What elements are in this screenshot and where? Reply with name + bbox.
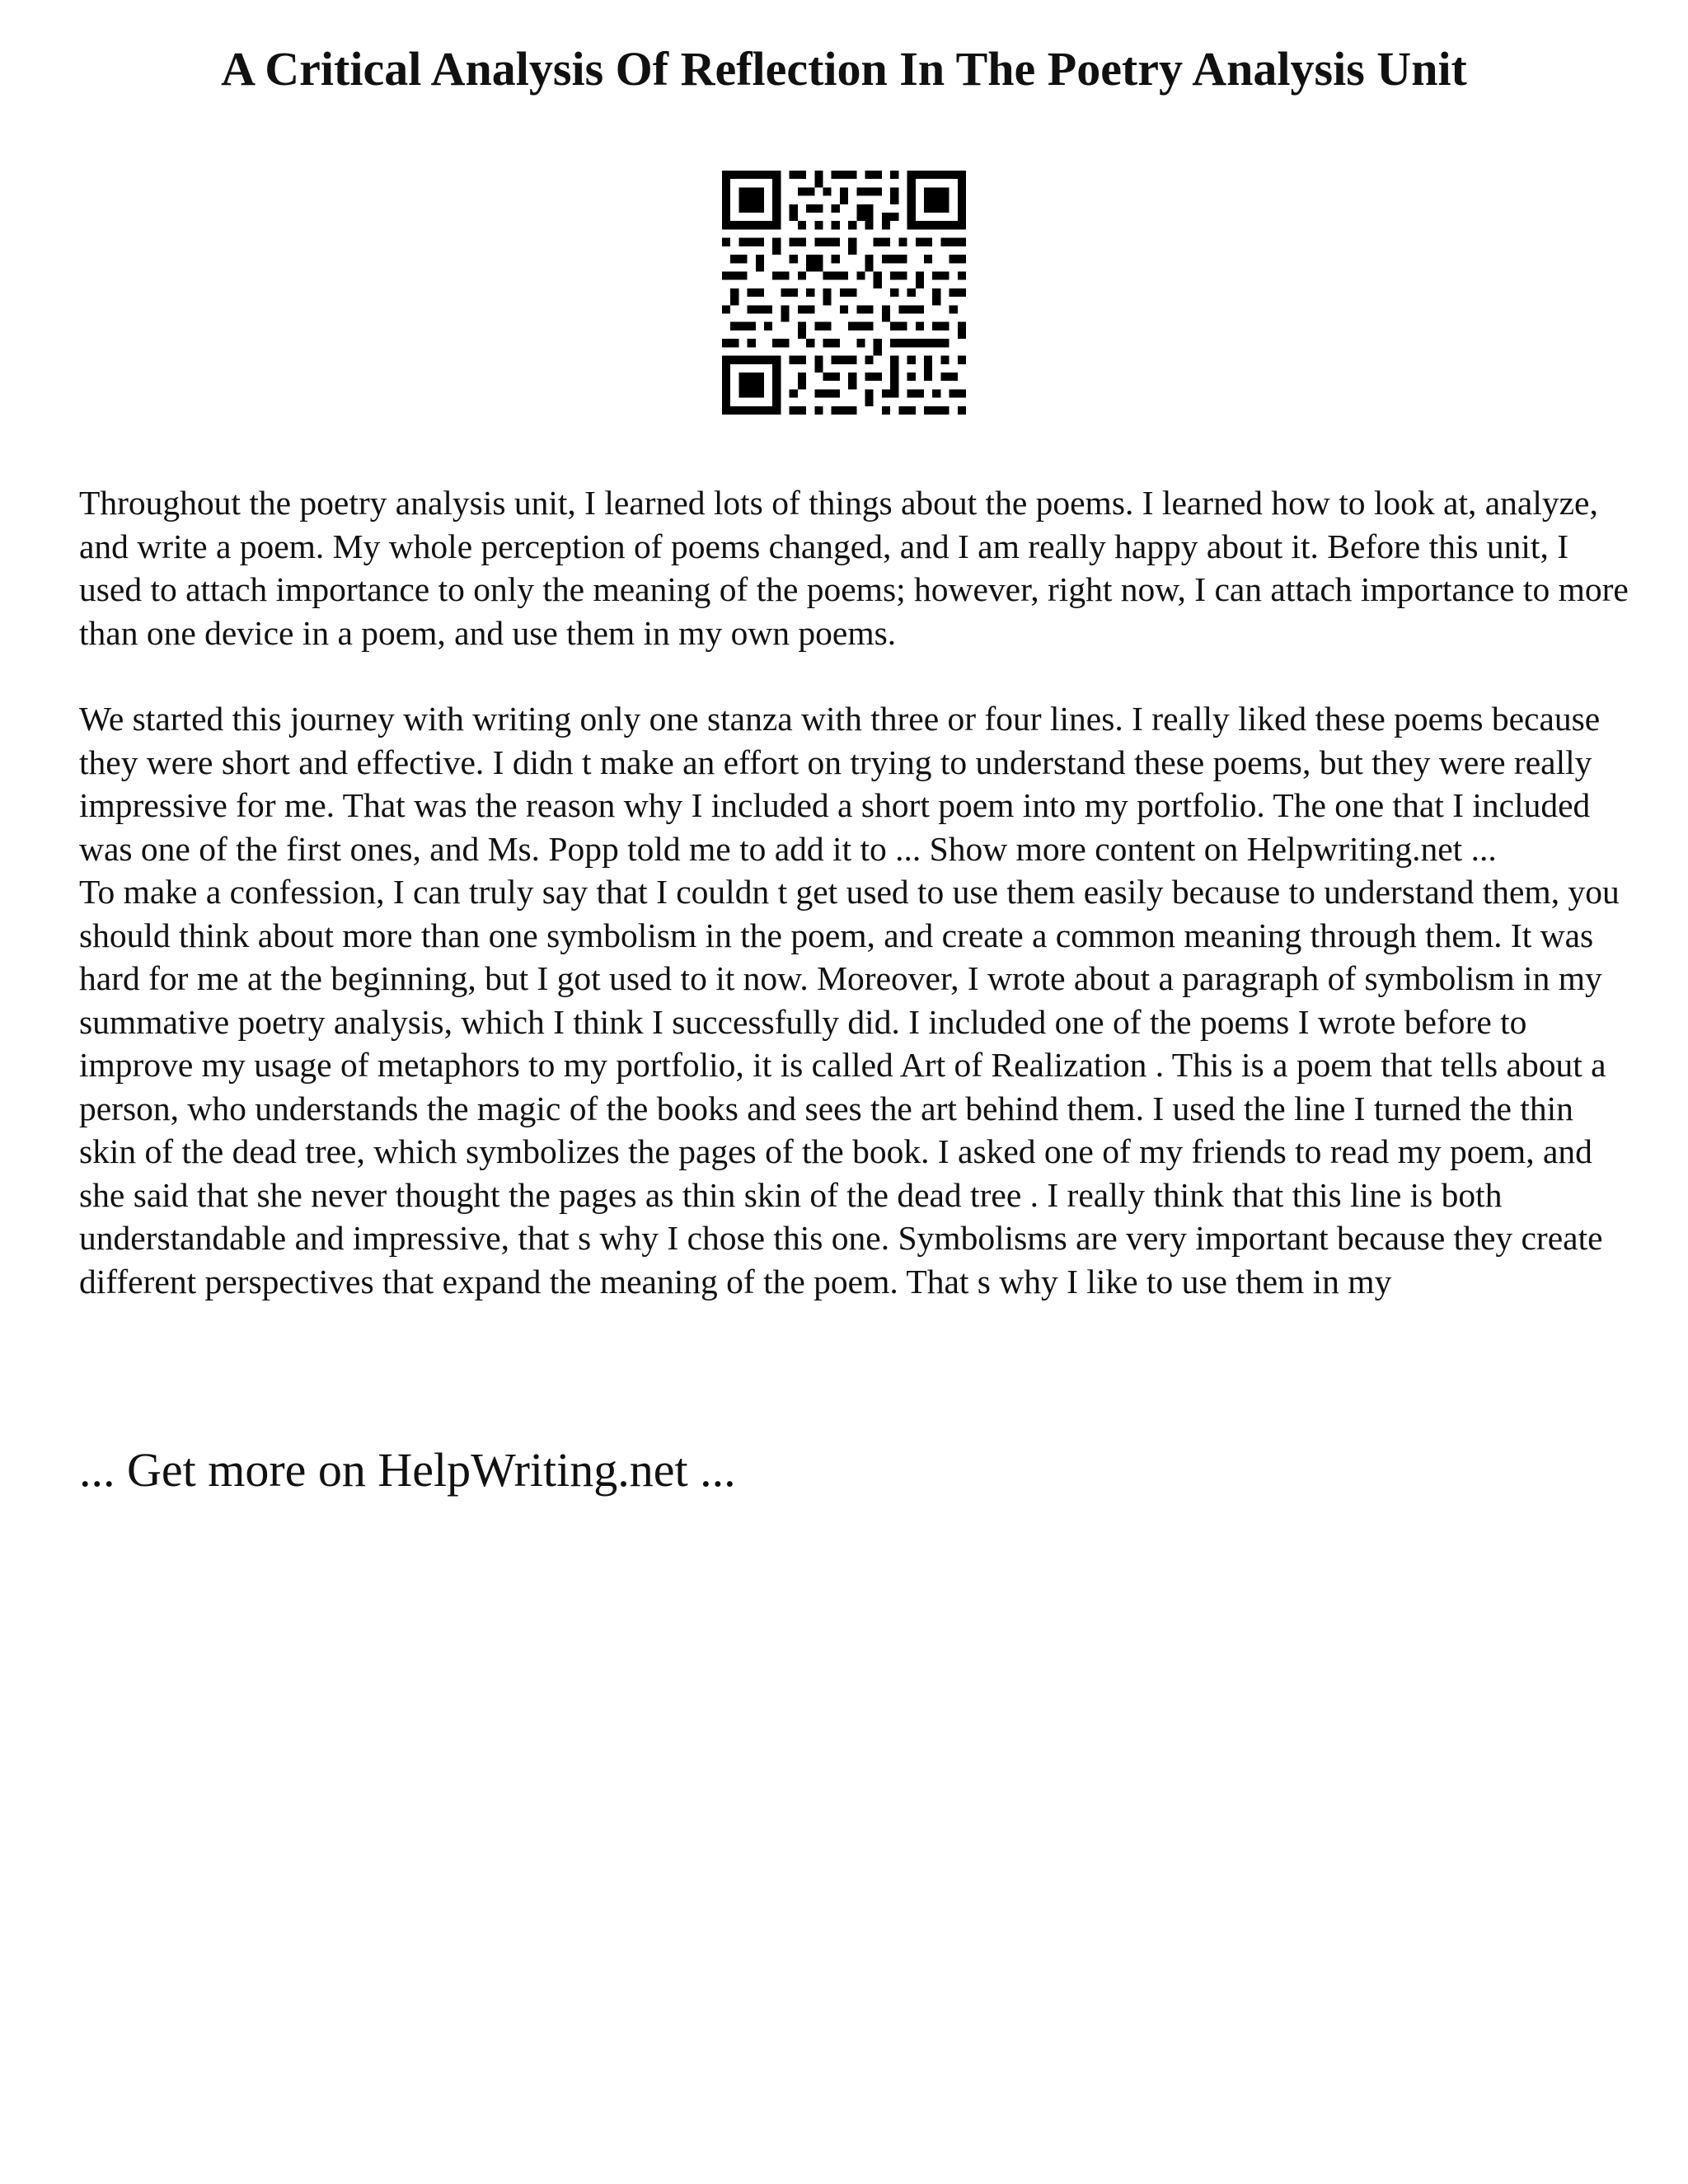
qr-code-icon: [722, 171, 966, 415]
paragraph-spacer: [79, 654, 1629, 697]
article-body: [79, 481, 1629, 1303]
page-title: A Critical Analysis Of Reflection In The Poetry Analysis Unit: [221, 42, 1467, 96]
paragraph-3: To make a confession, I can truly say that I couldn t get used to use them easily because to understand them, you should think about more than one symbolism in the poem, and create a common meaning through them. It was hard for me at the beginning, but I got used to it now. Moreover, I wrote about a paragraph of symbolism in my summative poetry analysis, which I think I successfully did. I included one of the poems I wrote before to improve my usage of metaphors to my portfolio, it is called Art of Realization . This is a poem that tells about a person, who understands the magic of the books and sees the art behind them. I used the line I turned the thin skin of the dead tree, which symbolizes the pages of the book. I asked one of my friends to read my poem, and she said that she never thought the pages as thin skin of the dead tree . I really think that this line is both understandable and impressive, that s why I chose this one. Symbolisms are very important because they create different perspectives that expand the meaning of the poem. That s why I like to use them in my: [79, 873, 1620, 1301]
paragraph-1: Throughout the poetry analysis unit, I learned lots of things about the poems. I learned how to look at, analyze, and write a poem. My whole perception of poems changed, and I am really happy about it. Before this unit, I used to attach importance to only the meaning of the poems; however, right now, I can attach importance to more than one device in a poem, and use them in my own poems.: [79, 484, 1629, 652]
get-more-link[interactable]: ... Get more on HelpWriting.net ...: [79, 1443, 736, 1497]
paragraph-2: We started this journey with writing only one stanza with three or four lines. I really liked these poems because they were short and effective. I didn t make an effort on trying to understand these poems, but they were really impressive for me. That was the reason why I included a short poem into my portfolio. The one that I included was one of the first ones, and Ms. Popp told me to add it to ... Show more content on Helpwriting.net ...: [79, 700, 1601, 868]
